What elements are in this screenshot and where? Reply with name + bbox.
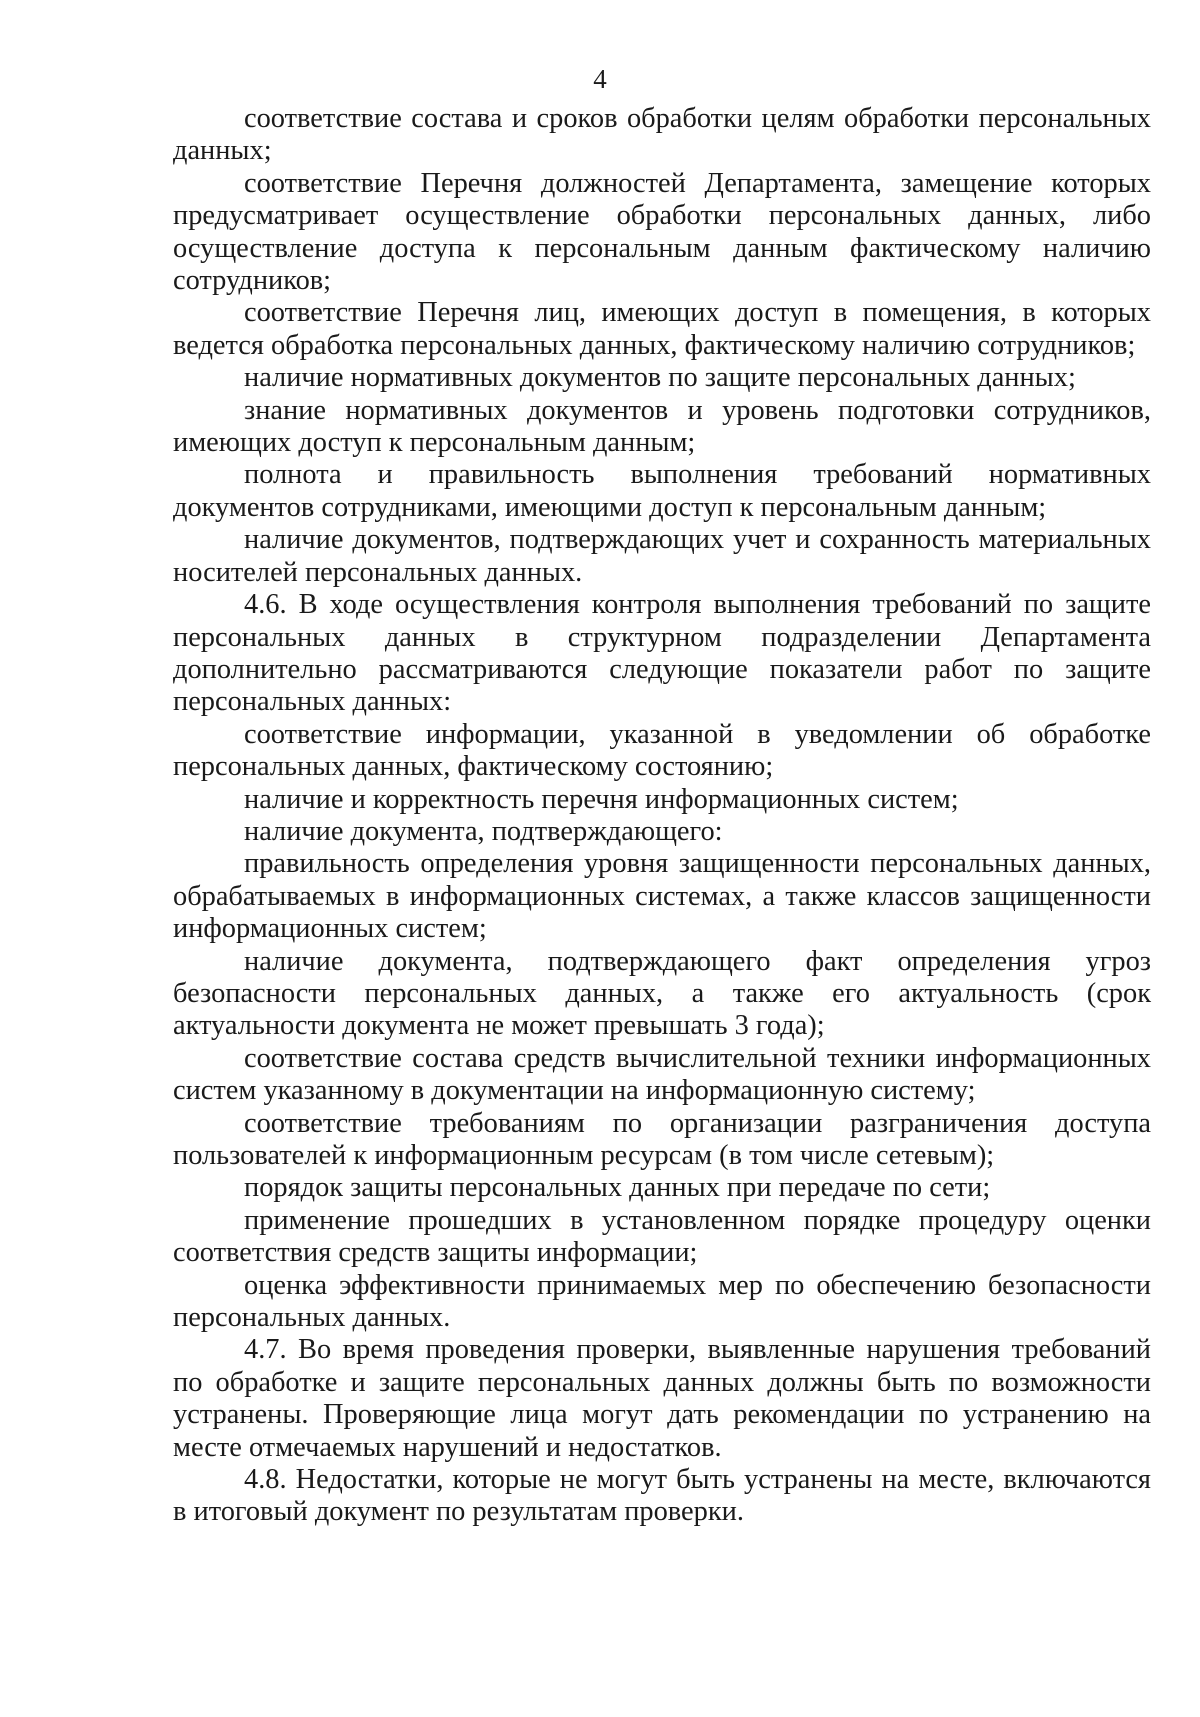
paragraph: соответствие состава и сроков обработки целям обработки персональных данных; <box>173 103 1151 167</box>
page-number: 4 <box>593 64 607 94</box>
paragraph: знание нормативных документов и уровень подготовки сотрудников, имеющих доступ к персональным данным; <box>173 394 1151 459</box>
section-paragraph-4-8: 4.8. Недостатки, которые не могут быть устранены на месте, включаются в итоговый документ по результатам проверки. <box>173 1464 1151 1528</box>
section-paragraph-4-6: 4.6. В ходе осуществления контроля выполнения требований по защите персональных данных в структурном подразделении Департамента дополнительно рассматриваются следующие показатели работ по защите персональных данных: <box>173 589 1151 718</box>
paragraph: наличие нормативных документов по защите персональных данных; <box>244 362 1076 394</box>
paragraph: порядок защиты персональных данных при передаче по сети; <box>244 1172 991 1204</box>
paragraph: наличие документа, подтверждающего факт определения угроз безопасности персональных данных, а также его актуальность (срок актуальности документа не может превышать 3 года); <box>173 945 1151 1042</box>
paragraph: соответствие информации, указанной в уведомлении об обработке персональных данных, фактическому состоянию; <box>173 718 1151 783</box>
paragraph: соответствие состава средств вычислительной техники информационных систем указанному в документации на информационную систему; <box>173 1042 1151 1107</box>
paragraph: полнота и правильность выполнения требований нормативных документов сотрудниками, имеющими доступ к персональным данным; <box>173 459 1151 523</box>
paragraph: применение прошедших в установленном порядке процедуру оценки соответствия средств защиты информации; <box>173 1204 1151 1269</box>
paragraph: правильность определения уровня защищенности персональных данных, обрабатываемых в информационных системах, а также классов защищенности информационных систем; <box>173 848 1151 945</box>
paragraph: наличие документа, подтверждающего: <box>244 815 723 847</box>
paragraph: наличие документов, подтверждающих учет и сохранность материальных носителей персональных данных. <box>173 524 1151 588</box>
document-body <box>173 103 1151 1529</box>
paragraph: наличие и корректность перечня информационных систем; <box>244 783 959 815</box>
paragraph: соответствие Перечня лиц, имеющих доступ в помещения, в которых ведется обработка персональных данных, фактическому наличию сотрудников; <box>173 297 1151 361</box>
paragraph: оценка эффективности принимаемых мер по обеспечению безопасности персональных данных. <box>173 1269 1151 1334</box>
section-paragraph-4-7: 4.7. Во время проведения проверки, выявленные нарушения требований по обработке и защите персональных данных должны быть по возможности устранены. Проверяющие лица могут дать рекомендации по устранению на месте отмечаемых нарушений и недостатков. <box>173 1334 1151 1463</box>
paragraph: соответствие требованиям по организации разграничения доступа пользователей к информационным ресурсам (в том числе сетевым); <box>173 1107 1151 1171</box>
paragraph: соответствие Перечня должностей Департамента, замещение которых предусматривает осуществление обработки персональных данных, либо осуществление доступа к персональным данным фактическому наличию сотрудников; <box>173 167 1151 297</box>
